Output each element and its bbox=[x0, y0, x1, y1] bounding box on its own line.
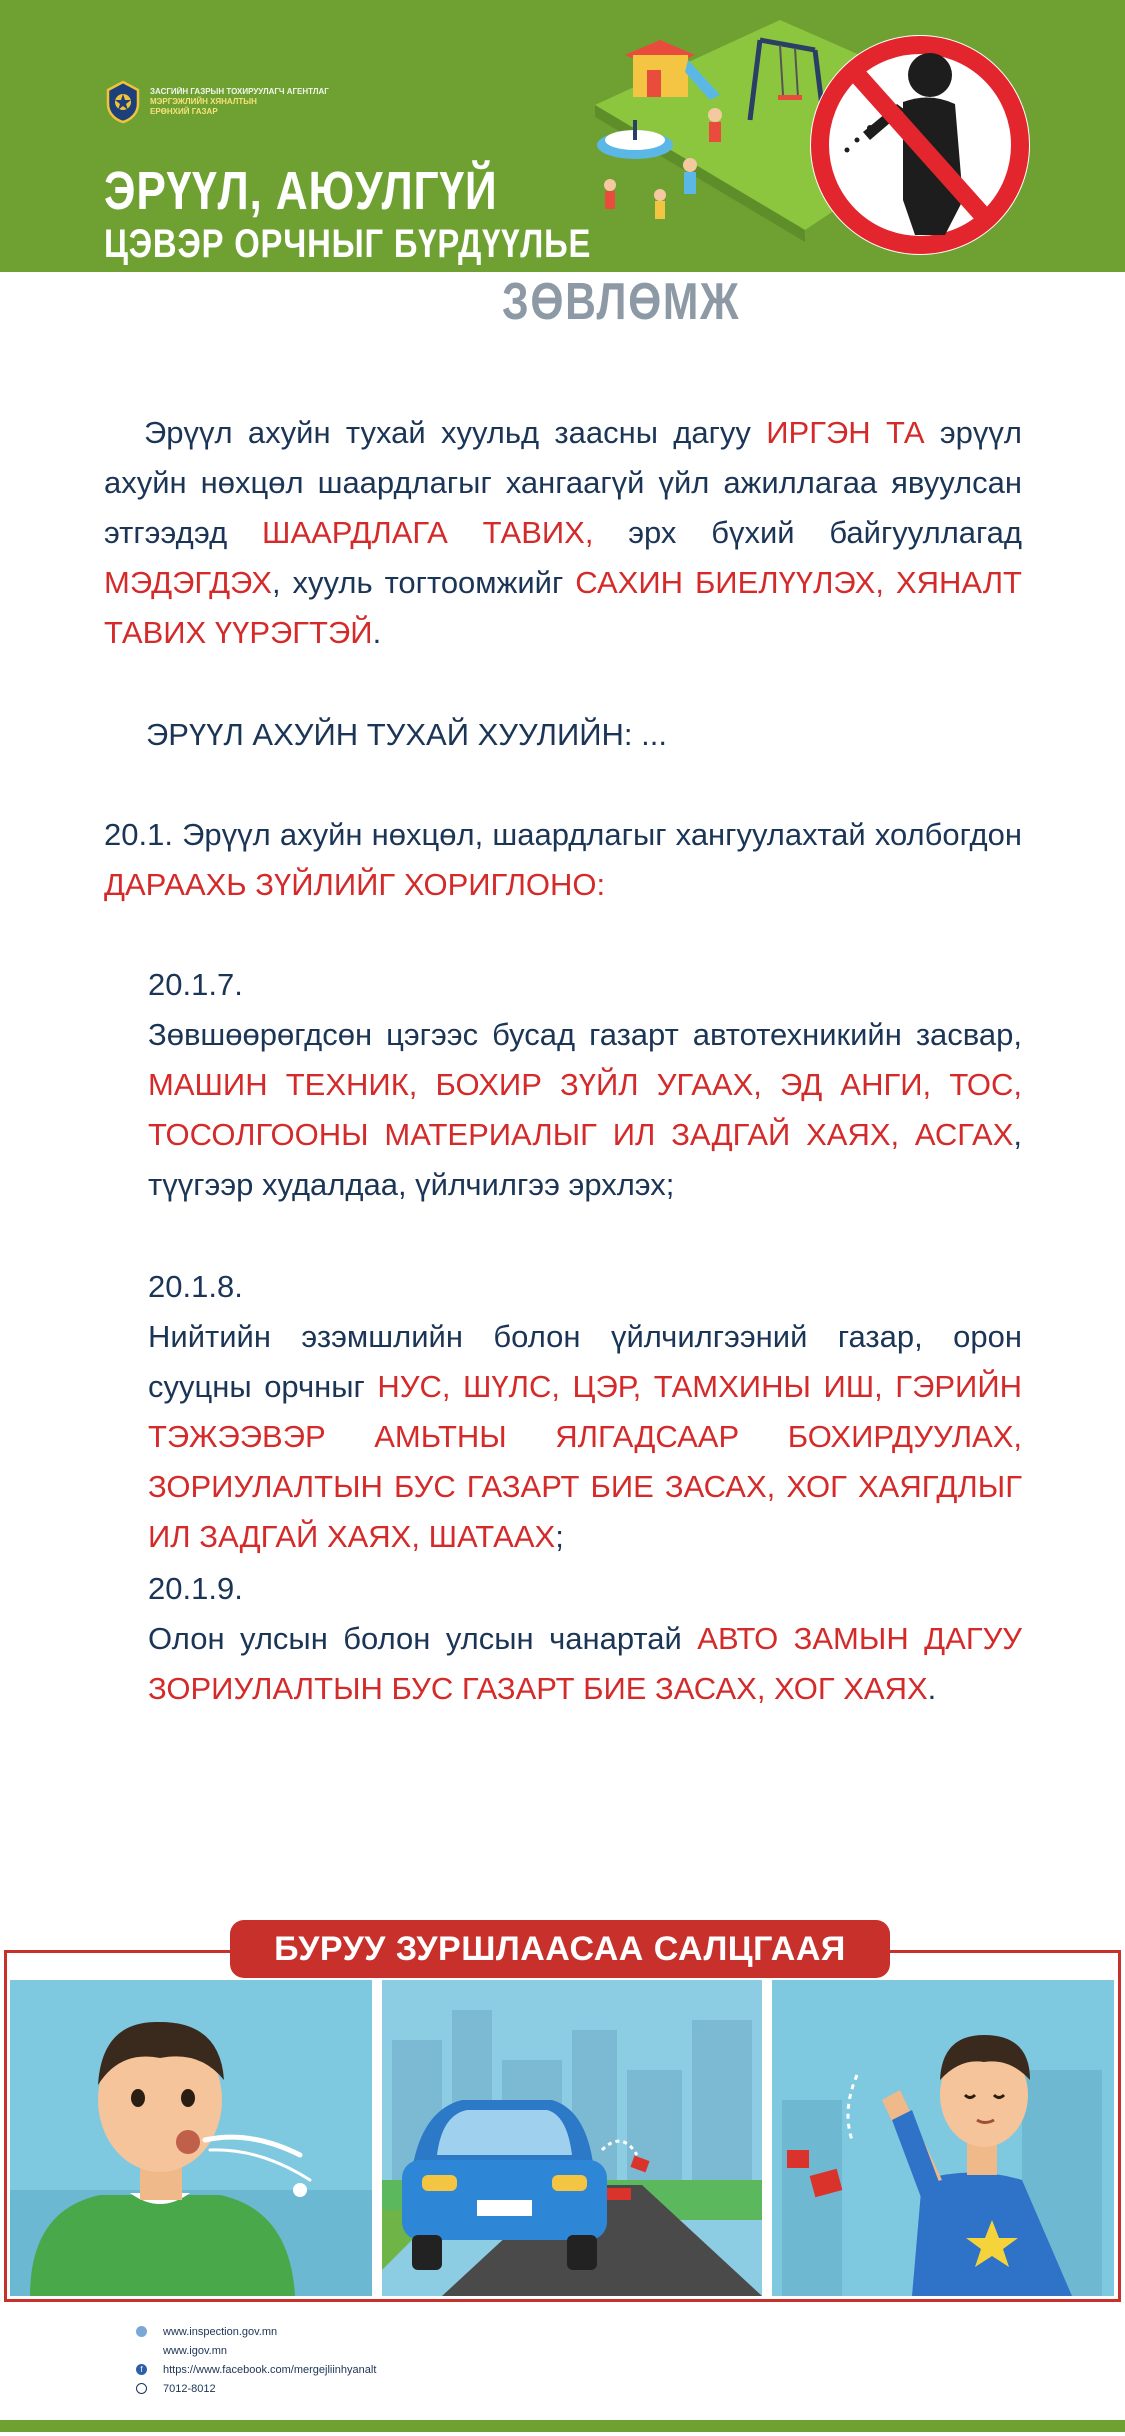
facebook-icon: f bbox=[136, 2364, 147, 2375]
article-20-1-9 bbox=[148, 1564, 1022, 1714]
footer-phone[interactable] bbox=[136, 2379, 376, 2398]
bad-habits-banner-title: БУРУУ ЗУРШЛААСАА САЛЦГААЯ bbox=[230, 1920, 890, 1978]
article-20-1 bbox=[104, 810, 1022, 910]
intro-paragraph bbox=[104, 408, 1022, 658]
phone-number[interactable]: 7012-8012 bbox=[163, 2382, 216, 2395]
article-text-end: ; bbox=[555, 1519, 564, 1554]
spitting-man-illustration bbox=[10, 1980, 372, 2296]
footer-facebook[interactable] bbox=[136, 2360, 376, 2379]
page-subtitle: ЗӨВЛӨМЖ bbox=[502, 273, 741, 331]
article-text-end: . bbox=[927, 1671, 937, 1706]
facebook-link[interactable]: https://www.facebook.com/mergejliinhyanalt bbox=[163, 2363, 377, 2376]
car-littering-illustration bbox=[382, 1980, 762, 2296]
emblem-logo-icon bbox=[104, 80, 142, 124]
article-text-end: , түүгээр худалдаа, үйлчилгээ эрхлэх; bbox=[148, 1117, 1022, 1202]
page-title-line-1: ЭРҮҮЛ, АЮУЛГҮЙ bbox=[104, 161, 498, 221]
website-1-link[interactable]: www.inspection.gov.mn bbox=[163, 2325, 278, 2338]
intro-text-2: эрүүл ахуйн нөхцөл шаардлагыг хангаагүй үйл ажиллагаа явуулсан этгээдэд bbox=[104, 415, 1022, 550]
article-highlight: АВТО ЗАМЫН ДАГУУ ЗОРИУЛАЛТЫН БУС ГАЗАРТ БИЕ ЗАСАХ, ХОГ ХАЯХ bbox=[148, 1621, 1022, 1706]
intro-text-5: . bbox=[372, 615, 382, 650]
agency-logo bbox=[104, 80, 329, 124]
article-20-1-highlight: ДАРААХЬ ЗҮЙЛИЙГ ХОРИГЛОНО: bbox=[104, 867, 606, 902]
globe-icon bbox=[136, 2326, 147, 2337]
intro-highlight-2: ШААРДЛАГА ТАВИХ, bbox=[262, 515, 594, 550]
panel-spitting-man bbox=[10, 1980, 372, 2296]
logo-line-2: МЭРГЭЖЛИЙН ХЯНАЛТЫН bbox=[150, 97, 257, 106]
footer-bar bbox=[0, 2420, 1125, 2432]
article-20-1-7 bbox=[148, 960, 1022, 1210]
phone-icon bbox=[136, 2383, 147, 2394]
throwing-cup-illustration bbox=[772, 1980, 1114, 2296]
no-spitting-sign-icon bbox=[810, 35, 1030, 255]
logo-line-1: ЗАСГИЙН ГАЗРЫН ТОХИРУУЛАГЧ АГЕНТЛАГ bbox=[150, 87, 329, 96]
header-illustration bbox=[585, 0, 1125, 330]
article-number: 20.1.7. bbox=[148, 967, 243, 1002]
page-title-line-2: ЦЭВЭР ОРЧНЫГ БҮРДҮҮЛЬЕ bbox=[104, 222, 592, 266]
logo-text bbox=[150, 87, 329, 117]
panel-car-littering bbox=[382, 1980, 762, 2296]
article-number: 20.1.8. bbox=[148, 1269, 243, 1304]
article-highlight: НУС, ШҮЛС, ЦЭР, ТАМХИНЫ ИШ, ГЭРИЙН ТЭЖЭЭВЭР АМЬТНЫ ЯЛГАДСААР БОХИРДУУЛАХ, ЗОРИУЛАЛТЫН БУС ГАЗАРТ БИЕ ЗАСАХ, ХОГ ХАЯГДЛЫГ ИЛ ЗАДГАЙ ХАЯХ, ШАТААХ bbox=[148, 1369, 1022, 1554]
panel-throwing-cup bbox=[772, 1980, 1114, 2296]
website-2-link[interactable]: www.igov.mn bbox=[163, 2344, 227, 2357]
article-20-1-8 bbox=[148, 1262, 1022, 1562]
intro-highlight-4: САХИН БИЕЛҮҮЛЭХ, ХЯНАЛТ ТАВИХ ҮҮРЭГТЭЙ bbox=[104, 565, 1022, 650]
law-heading: ЭРҮҮЛ АХУЙН ТУХАЙ ХУУЛИЙН: ... bbox=[146, 717, 667, 752]
contact-footer bbox=[136, 2322, 376, 2398]
article-text: Нийтийн эзэмшлийн болон үйлчилгээний газар, орон сууцны орчныг bbox=[148, 1319, 1022, 1404]
intro-text-3: эрх бүхий байгууллагад bbox=[593, 515, 1022, 550]
intro-text-4: , хууль тогтоомжийг bbox=[271, 565, 576, 600]
logo-line-3: ЕРӨНХИЙ ГАЗАР bbox=[150, 107, 218, 116]
article-text: Зөвшөөрөгдсөн цэгээс бусад газарт автотехникийн засвар, bbox=[148, 1017, 1022, 1052]
intro-highlight-3: МЭДЭГДЭХ bbox=[104, 565, 272, 600]
article-text: Олон улсын болон улсын чанартай bbox=[148, 1621, 698, 1656]
intro-highlight-1: ИРГЭН ТА bbox=[766, 415, 925, 450]
footer-website-1[interactable] bbox=[136, 2322, 376, 2341]
article-20-1-text: 20.1. Эрүүл ахуйн нөхцөл, шаардлагыг хангуулахтай холбогдон bbox=[104, 817, 1022, 852]
article-highlight: МАШИН ТЕХНИК, БОХИР ЗҮЙЛ УГААХ, ЭД АНГИ, ТОС, ТОСОЛГООНЫ МАТЕРИАЛЫГ ИЛ ЗАДГАЙ ХАЯХ, АСГАХ bbox=[148, 1067, 1022, 1152]
spacer-icon bbox=[136, 2345, 147, 2356]
intro-text-1: Эрүүл ахуйн тухай хуульд заасны дагуу bbox=[144, 415, 767, 450]
footer-website-2[interactable] bbox=[136, 2341, 376, 2360]
article-number: 20.1.9. bbox=[148, 1571, 243, 1606]
